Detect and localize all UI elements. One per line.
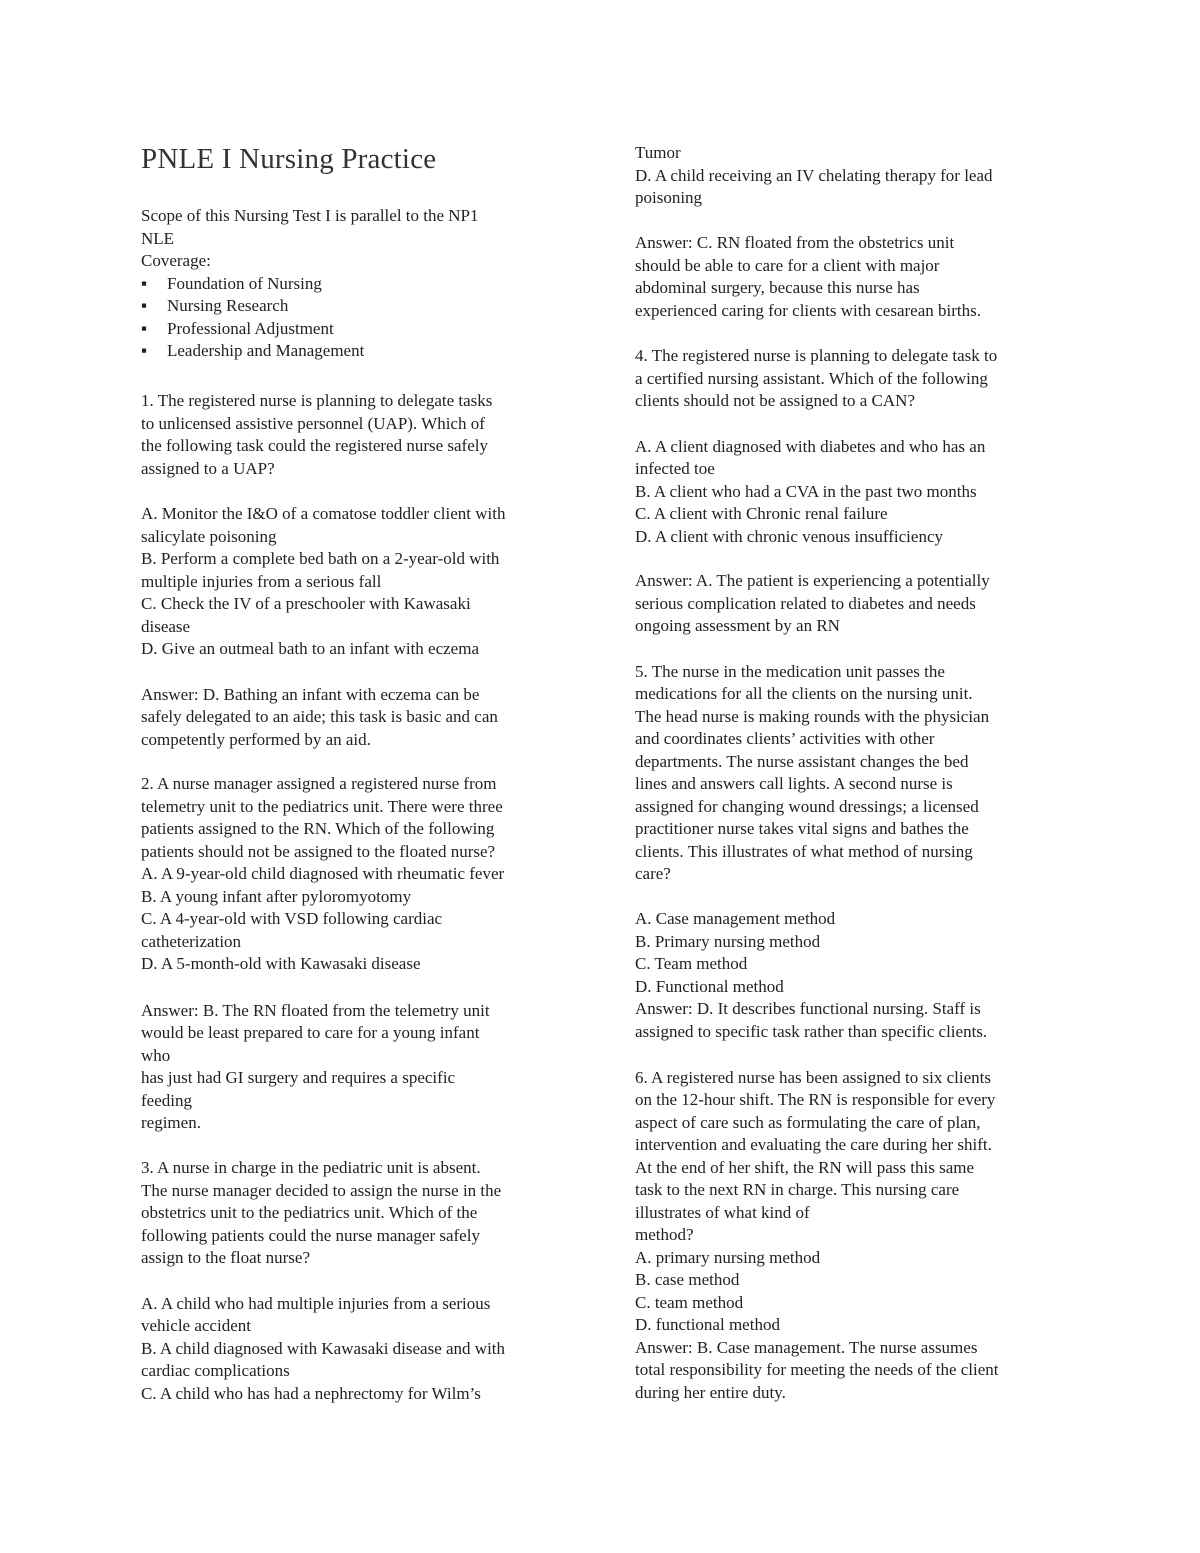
coverage-label: Coverage: [141,251,211,270]
q3-answer-cont: should be able to care for a client with major [635,256,940,275]
q1-answer: Answer: D. Bathing an infant with eczema can be [141,685,480,704]
question-2-line: telemetry unit to the pediatrics unit. There were three [141,797,503,816]
q3-option-d: D. A child receiving an IV chelating therapy for lead [635,166,993,185]
q6-answer-cont: during her entire duty. [635,1383,786,1402]
q3-option-a-cont: vehicle accident [141,1316,251,1335]
question-5-line: departments. The nurse assistant changes the bed [635,752,969,771]
question-5-line: lines and answers call lights. A second nurse is [635,774,953,793]
q1-option-b-cont: multiple injuries from a serious fall [141,572,382,591]
q6-option-d: D. functional method [635,1315,780,1334]
q3-option-b-cont: cardiac complications [141,1361,290,1380]
question-5-line: clients. This illustrates of what method of nursing [635,842,973,861]
question-1-line: 1. The registered nurse is planning to delegate tasks [141,391,493,410]
bullet-icon: ▪ [141,341,148,360]
q3-option-c-cont: Tumor [635,143,681,162]
q3-answer-cont: experienced caring for clients with cesarean births. [635,301,981,320]
q5-option-a: A. Case management method [635,909,836,928]
q4-option-a-cont: infected toe [635,459,715,478]
q1-option-a: A. Monitor the I&O of a comatose toddler client with [141,504,506,523]
q2-answer-cont: would be least prepared to care for a young infant [141,1023,480,1042]
coverage-item-label: Nursing Research [167,296,289,315]
q5-answer-cont: assigned to specific task rather than specific clients. [635,1022,988,1041]
q5-answer: Answer: D. It describes functional nursing. Staff is [635,999,981,1018]
coverage-item-label: Foundation of Nursing [167,274,322,293]
q2-option-a: A. A 9-year-old child diagnosed with rheumatic fever [141,864,505,883]
question-6-line: intervention and evaluating the care during her shift. [635,1135,992,1154]
question-5-line: The head nurse is making rounds with the physician [635,707,990,726]
bullet-icon: ▪ [141,319,148,338]
q4-answer-cont: ongoing assessment by an RN [635,616,840,635]
q2-answer-cont: feeding [141,1091,192,1110]
question-3-line: obstetrics unit to the pediatrics unit. Which of the [141,1203,478,1222]
question-6-line: aspect of care such as formulating the care of plan, [635,1113,981,1132]
question-3-line: 3. A nurse in charge in the pediatric unit is absent. [141,1158,481,1177]
document-title: PNLE I Nursing Practice [141,143,437,175]
q6-answer-cont: total responsibility for meeting the needs of the client [635,1360,999,1379]
coverage-item [141,273,322,295]
q3-option-d-cont: poisoning [635,188,703,207]
question-3-line: The nurse manager decided to assign the nurse in the [141,1181,502,1200]
scope-line-2: NLE [141,229,175,248]
question-6-line: task to the next RN in charge. This nursing care [635,1180,960,1199]
coverage-item [141,340,364,362]
q5-option-d: D. Functional method [635,977,784,996]
coverage-item-label: Professional Adjustment [167,319,334,338]
question-2-line: 2. A nurse manager assigned a registered nurse from [141,774,497,793]
question-3-line: following patients could the nurse manager safely [141,1226,480,1245]
bullet-icon: ▪ [141,296,148,315]
q1-option-c: C. Check the IV of a preschooler with Kawasaki [141,594,471,613]
question-6-line: At the end of her shift, the RN will pass this same [635,1158,975,1177]
coverage-item [141,318,334,340]
q1-answer-cont: safely delegated to an aide; this task is basic and can [141,707,498,726]
q6-answer: Answer: B. Case management. The nurse assumes [635,1338,978,1357]
question-5-line: 5. The nurse in the medication unit passes the [635,662,945,681]
question-4-line: a certified nursing assistant. Which of the following [635,369,988,388]
coverage-item-label: Leadership and Management [167,341,365,360]
q3-option-c: C. A child who has had a nephrectomy for Wilm’s [141,1384,481,1403]
q1-option-c-cont: disease [141,617,191,636]
question-1-line: the following task could the registered nurse safely [141,436,488,455]
question-6-line: method? [635,1225,694,1244]
q4-option-d: D. A client with chronic venous insufficiency [635,527,943,546]
q3-option-b: B. A child diagnosed with Kawasaki disease and with [141,1339,506,1358]
q2-option-c-cont: catheterization [141,932,242,951]
question-6-line: illustrates of what kind of [635,1203,810,1222]
q2-answer-cont: regimen. [141,1113,201,1132]
q2-answer-cont: who [141,1046,171,1065]
q1-answer-cont: competently performed by an aid. [141,730,371,749]
question-2-line: patients assigned to the RN. Which of the following [141,819,495,838]
question-1-line: assigned to a UAP? [141,459,275,478]
question-4-line: 4. The registered nurse is planning to delegate task to [635,346,998,365]
q6-option-b: B. case method [635,1270,740,1289]
q2-option-d: D. A 5-month-old with Kawasaki disease [141,954,421,973]
q2-option-b: B. A young infant after pyloromyotomy [141,887,412,906]
question-2-line: patients should not be assigned to the floated nurse? [141,842,496,861]
question-6-line: on the 12-hour shift. The RN is responsible for every [635,1090,996,1109]
q3-answer-cont: abdominal surgery, because this nurse has [635,278,920,297]
q4-option-b: B. A client who had a CVA in the past two months [635,482,977,501]
question-4-line: clients should not be assigned to a CAN? [635,391,915,410]
q3-answer: Answer: C. RN floated from the obstetrics unit [635,233,955,252]
q1-option-d: D. Give an outmeal bath to an infant with eczema [141,639,479,658]
q6-option-c: C. team method [635,1293,744,1312]
q5-option-b: B. Primary nursing method [635,932,821,951]
q4-option-a: A. A client diagnosed with diabetes and who has an [635,437,986,456]
question-6-line: 6. A registered nurse has been assigned to six clients [635,1068,991,1087]
scope-line-1: Scope of this Nursing Test I is parallel to the NP1 [141,206,479,225]
coverage-item [141,295,288,317]
q4-answer: Answer: A. The patient is experiencing a potentially [635,571,990,590]
question-5-line: care? [635,864,671,883]
bullet-icon: ▪ [141,274,148,293]
question-1-line: to unlicensed assistive personnel (UAP). Which of [141,414,485,433]
q1-option-b: B. Perform a complete bed bath on a 2-year-old with [141,549,500,568]
q2-answer: Answer: B. The RN floated from the telemetry unit [141,1001,490,1020]
q5-option-c: C. Team method [635,954,748,973]
question-5-line: practitioner nurse takes vital signs and bathes the [635,819,969,838]
question-5-line: medications for all the clients on the nursing unit. [635,684,973,703]
q4-option-c: C. A client with Chronic renal failure [635,504,888,523]
question-3-line: assign to the float nurse? [141,1248,311,1267]
q1-option-a-cont: salicylate poisoning [141,527,277,546]
q3-option-a: A. A child who had multiple injuries from a serious [141,1294,491,1313]
question-5-line: assigned for changing wound dressings; a licensed [635,797,979,816]
q6-option-a: A. primary nursing method [635,1248,821,1267]
q2-answer-cont: has just had GI surgery and requires a specific [141,1068,456,1087]
q2-option-c: C. A 4-year-old with VSD following cardiac [141,909,443,928]
question-5-line: and coordinates clients’ activities with other [635,729,935,748]
q4-answer-cont: serious complication related to diabetes and needs [635,594,976,613]
